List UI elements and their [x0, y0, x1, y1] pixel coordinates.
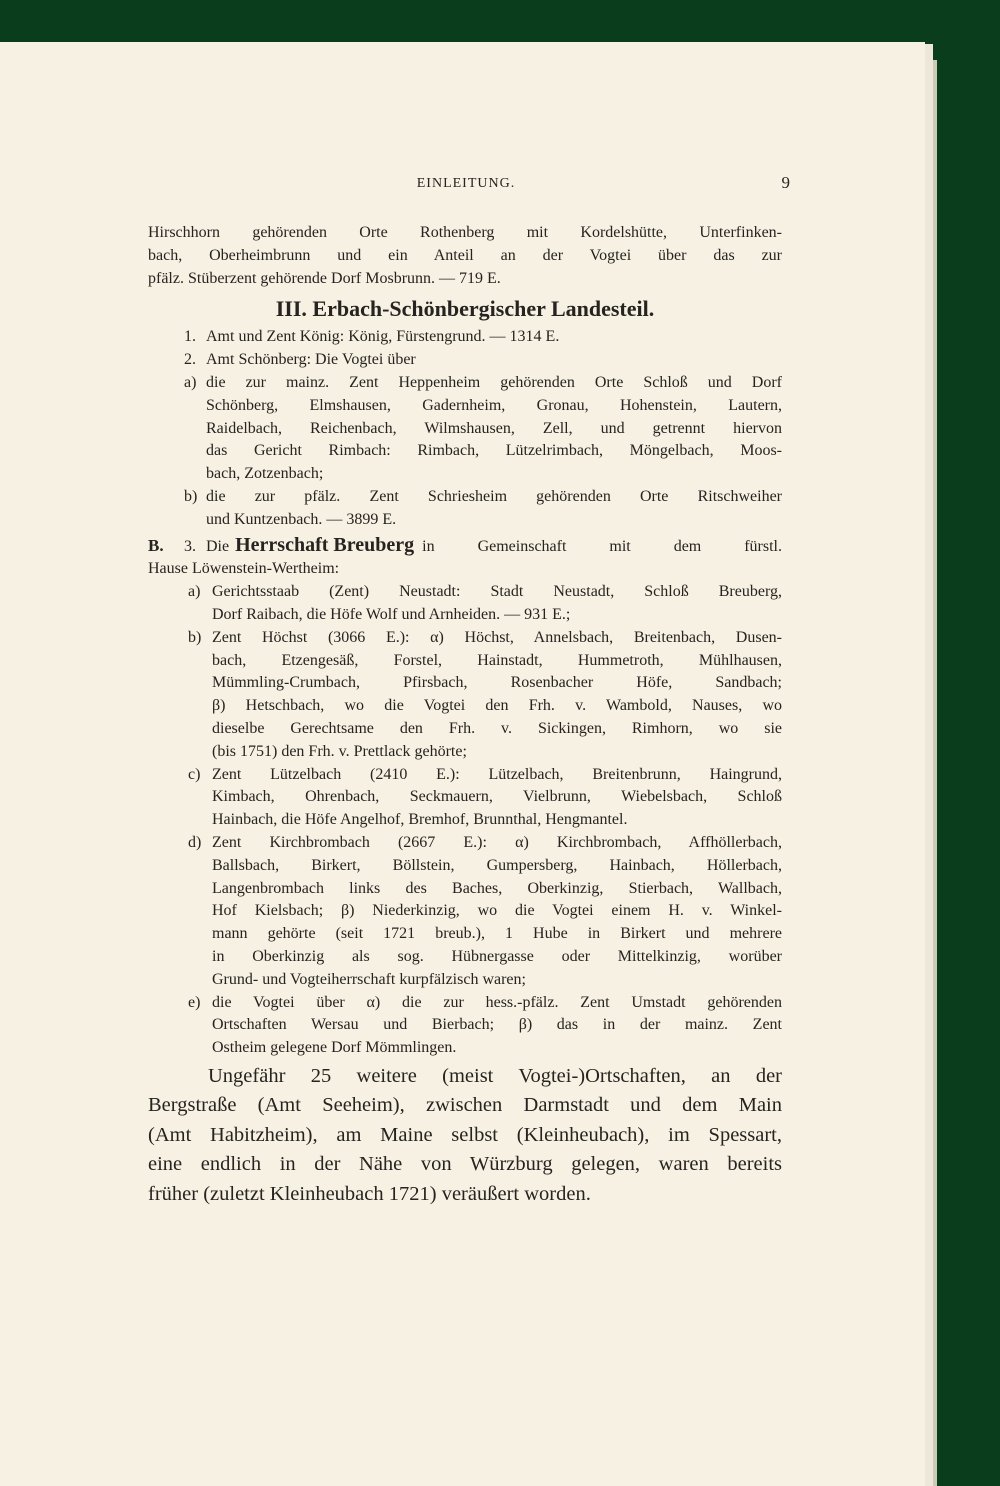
text-line: Raidelbach, Reichenbach, Wilmshausen, Zell, und getrennt hiervon: [206, 419, 782, 437]
text-line: Hof Kielsbach; β) Niederkinzig, wo die Vogtei einem H. v. Winkel-: [212, 902, 782, 920]
item-text: die zur pfälz. Zent Schriesheim gehörenden Orte Ritschweiher: [206, 487, 782, 505]
text-line: eine endlich in der Nähe von Würzburg gelegen, waren bereits: [148, 1153, 782, 1176]
list-item: [148, 627, 782, 650]
text-fragment: Die: [206, 537, 230, 555]
item-text: Amt und Zent König: König, Fürstengrund. — 1314 E.: [206, 328, 560, 346]
text-line: in Oberkinzig als sog. Hübnergasse oder Mittelkinzig, worüber: [212, 947, 782, 965]
item-text: Zent Kirchbrombach (2667 E.): α) Kirchbrombach, Affhöllerbach,: [212, 833, 782, 851]
text-line: Hause Löwenstein-Wertheim:: [148, 560, 340, 578]
page-edge-shadow: [933, 60, 937, 1486]
item-text: die zur mainz. Zent Heppenheim gehörenden Orte Schloß und Dorf: [206, 373, 782, 391]
page-header: [160, 173, 790, 198]
text-line: Kimbach, Ohrenbach, Seckmauern, Vielbrunn, Wiebelsbach, Schloß: [212, 788, 782, 806]
text-line: (Amt Habitzheim), am Maine selbst (Kleinheubach), im Spessart,: [148, 1123, 782, 1146]
item-text: Amt Schönberg: Die Vogtei über: [206, 351, 416, 369]
text-line: Ostheim gelegene Dorf Mömmlingen.: [212, 1039, 457, 1057]
item-label: 1.: [184, 328, 196, 346]
text-line: Grund- und Vogteiherrschaft kurpfälzisch waren;: [212, 970, 526, 988]
text-line: (bis 1751) den Frh. v. Prettlack gehörte;: [212, 742, 467, 760]
list-item: [148, 326, 782, 349]
item-label: b): [184, 487, 198, 505]
list-item: [148, 992, 782, 1015]
list-item: [148, 486, 782, 509]
text-line: bach, Zotzenbach;: [206, 465, 324, 483]
item-label: a): [184, 373, 197, 391]
section-letter: B.: [148, 535, 164, 555]
text-line: Mümmling-Crumbach, Pfirsbach, Rosenbacher Höfe, Sandbach;: [212, 674, 782, 692]
text-line: und Kuntzenbach. — 3899 E.: [206, 510, 397, 528]
page-edge: [925, 44, 933, 1486]
text-line: Hainbach, die Höfe Angelhof, Bremhof, Brunnthal, Hengmantel.: [212, 811, 628, 829]
text-line: pfälz. Stüberzent gehörende Dorf Mosbrunn. — 719 E.: [148, 269, 501, 287]
text-line: mann gehörte (seit 1721 breub.), 1 Hube in Birkert und mehrere: [212, 925, 782, 943]
item-text: Zent Höchst (3066 E.): α) Höchst, Annelsbach, Breitenbach, Dusen-: [212, 628, 782, 646]
text-line: bach, Etzengesäß, Forstel, Hainstadt, Hummetroth, Mühlhausen,: [212, 651, 782, 669]
text-line: Langenbrombach links des Baches, Oberkinzig, Stierbach, Wallbach,: [212, 879, 782, 897]
item-label: 2.: [184, 351, 196, 369]
text-line: früher (zuletzt Kleinheubach 1721) veräußert worden.: [148, 1182, 591, 1205]
text-line: Schönberg, Elmshausen, Gadernheim, Gronau, Hohenstein, Lautern,: [206, 396, 782, 414]
item-label: a): [188, 583, 201, 601]
page-body: [148, 222, 782, 1209]
text-line: das Gericht Rimbach: Rimbach, Lützelrimbach, Möngelbach, Moos-: [206, 442, 782, 460]
text-line: Ungefähr 25 weitere (meist Vogtei-)Ortschaften, an der: [208, 1064, 782, 1087]
bold-heading: Herrschaft Breuberg: [235, 533, 415, 556]
text-line: Ortschaften Wersau und Bierbach; β) das in der mainz. Zent: [212, 1016, 782, 1034]
item-label: d): [188, 833, 202, 851]
list-item: [148, 372, 782, 395]
text-line: Ballsbach, Birkert, Böllstein, Gumpersberg, Hainbach, Höllerbach,: [212, 856, 782, 874]
item-label: e): [188, 993, 201, 1011]
text-fragment: in Gemeinschaft mit dem fürstl.: [422, 537, 782, 555]
list-item: [148, 349, 782, 372]
running-title: EINLEITUNG.: [416, 176, 516, 191]
item-text: die Vogtei über α) die zur hess.-pfälz. Zent Umstadt gehörenden: [212, 993, 782, 1011]
item-label: c): [188, 765, 201, 783]
item-label: b): [188, 628, 202, 646]
text-line: dieselbe Gerechtsame den Frh. v. Sickingen, Rimhorn, wo sie: [212, 719, 782, 737]
text-line: β) Hetschbach, wo die Vogtei den Frh. v. Wambold, Nauses, wo: [212, 697, 782, 715]
list-item: [148, 832, 782, 855]
list-item: [148, 764, 782, 787]
text-line: bach, Oberheimbrunn und ein Anteil an der Vogtei über das zur: [148, 246, 782, 264]
section-b-line: [148, 534, 782, 559]
item-label: 3.: [184, 537, 196, 555]
item-text: Zent Lützelbach (2410 E.): Lützelbach, Breitenbrunn, Haingrund,: [212, 765, 782, 783]
text-line: Hirschhorn gehörenden Orte Rothenberg mit Kordelshütte, Unterfinken-: [148, 224, 782, 241]
text-line: Dorf Raibach, die Höfe Wolf und Arnheiden. — 931 E.;: [212, 605, 571, 623]
page-number: 9: [781, 173, 790, 192]
section-heading: III. Erbach-Schönbergischer Landesteil.: [275, 296, 655, 322]
list-item: [148, 581, 782, 604]
text-line: Bergstraße (Amt Seeheim), zwischen Darmstadt und dem Main: [148, 1094, 782, 1117]
item-text: Gerichtsstaab (Zent) Neustadt: Stadt Neustadt, Schloß Breuberg,: [212, 583, 782, 601]
